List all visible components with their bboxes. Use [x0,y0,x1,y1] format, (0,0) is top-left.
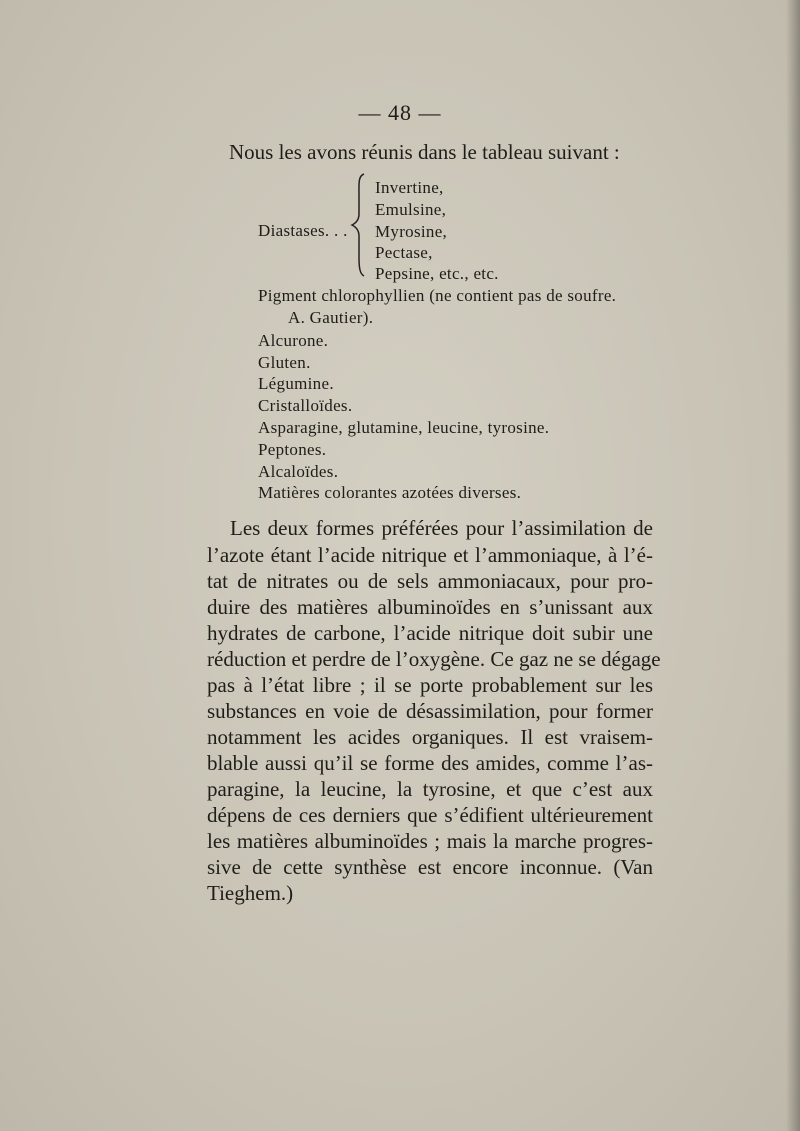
table-line: Peptones. [258,440,327,459]
paragraph-line: duire des matières albuminoïdes en s’unissant aux [207,595,653,619]
diastase-item: Pectase, [375,243,433,262]
diastase-item: Emulsine, [375,200,447,219]
paragraph-line: Les deux formes préférées pour l’assimilation de [230,516,653,540]
paragraph-line: blable aussi qu’il se forme des amides, comme l’as- [207,751,653,775]
table-line: Alcurone. [258,331,329,350]
page-number: — 48 — [358,100,442,125]
table-line: Asparagine, glutamine, leucine, tyrosine. [258,418,550,437]
diastase-item: Pepsine, etc., etc. [375,264,499,283]
paragraph-line: dépens de ces derniers que s’édifient ultérieurement [207,803,653,827]
paragraph-line: l’azote étant l’acide nitrique et l’ammoniaque, à l’é- [207,543,653,567]
table-line: A. Gautier). [288,308,374,327]
paragraph-line: notamment les acides organiques. Il est vraisem- [207,725,653,749]
table-line: Pigment chlorophyllien (ne contient pas de soufre. [258,286,617,305]
table-line: Alcaloïdes. [258,462,339,481]
paragraph-line: Tieghem.) [207,881,294,905]
page-edge-shadow [786,0,800,1131]
diastases-label: Diastases. . . [258,221,348,240]
table-line: Gluten. [258,353,311,372]
paragraph-line: tat de nitrates ou de sels ammoniacaux, pour pro- [207,569,653,593]
paragraph-line: réduction et perdre de l’oxygène. Ce gaz ne se dégage [207,647,661,671]
diastase-item: Invertine, [375,178,444,197]
table-line: Légumine. [258,374,334,393]
intro-sentence: Nous les avons réunis dans le tableau suivant : [229,140,620,164]
curly-brace-icon [348,170,368,280]
paragraph-line: sive de cette synthèse est encore inconnue. (Van [207,855,653,879]
diastase-item: Myrosine, [375,222,448,241]
paragraph-line: hydrates de carbone, l’acide nitrique doit subir une [207,621,653,645]
paragraph-line: pas à l’état libre ; il se porte probablement sur les [207,673,653,697]
table-line: Cristalloïdes. [258,396,353,415]
paragraph-line: les matières albuminoïdes ; mais la marche progres- [207,829,653,853]
table-line: Matières colorantes azotées diverses. [258,483,522,502]
paragraph-line: substances en voie de désassimilation, pour former [207,699,653,723]
paragraph-line: paragine, la leucine, la tyrosine, et que c’est aux [207,777,653,801]
